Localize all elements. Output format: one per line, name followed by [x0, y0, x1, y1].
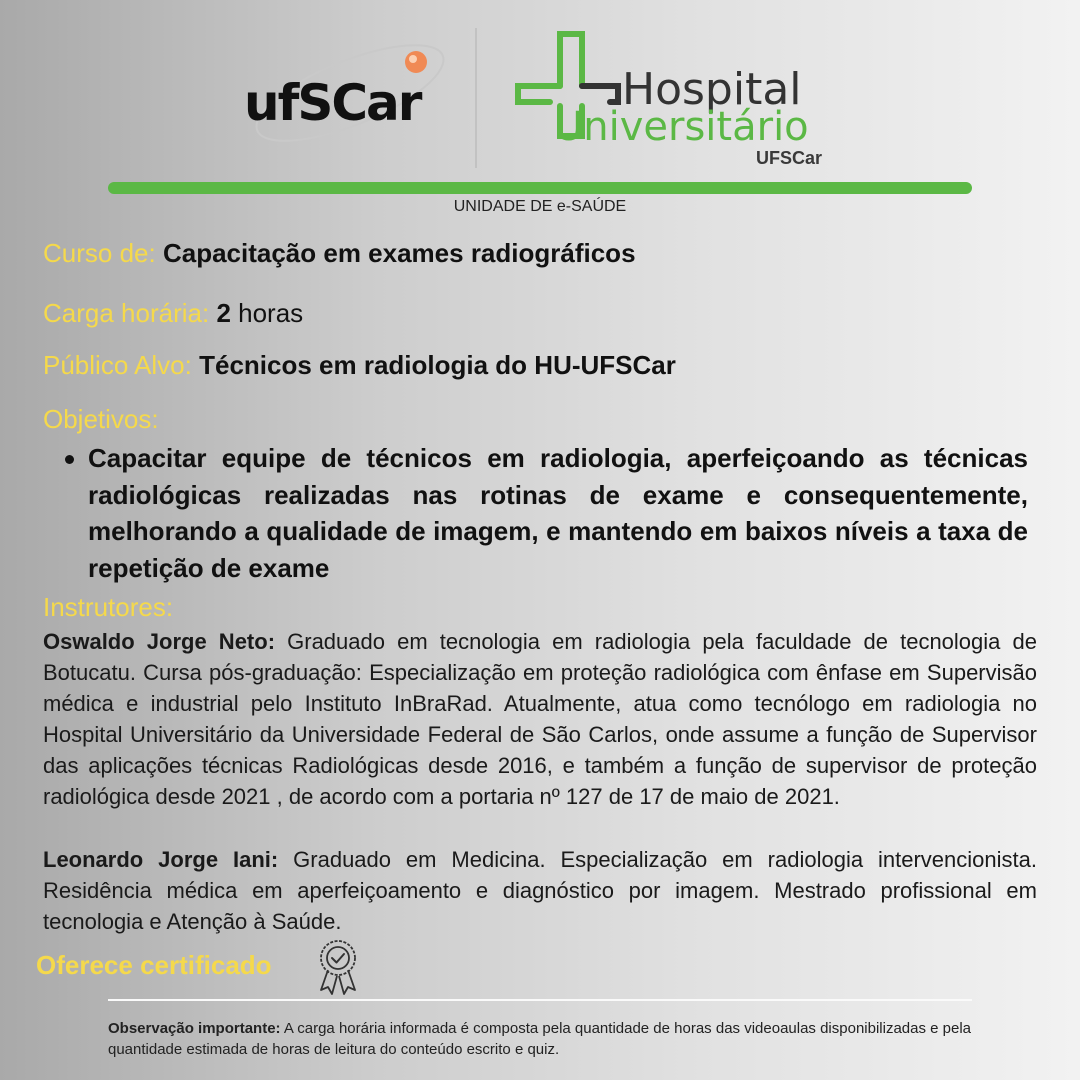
objective-text: Capacitar equipe de técnicos em radiologia, aperfeiçoando as técnicas radiológicas realizadas nas rotinas de exame e consequentemente, melhorando a qualidade de imagem, e mantendo em baixos níveis a taxa de repetição de exame — [88, 443, 1028, 583]
curso-value: Capacitação em exames radiográficos — [162, 238, 636, 268]
curso-label: Curso de: — [43, 238, 156, 268]
objective-bullet — [65, 455, 74, 464]
carga-line — [43, 298, 303, 329]
instructor-2-bio: Graduado em Medicina. Especialização em radiologia intervencionista. Residência médica em aperfeiçoamento e diagnóstico por imagem. Mestrado profissional em tecnologia e Atenção à Saúde. — [43, 847, 1037, 934]
publico-value: Técnicos em radiologia do HU-UFSCar — [199, 350, 676, 380]
logo-divider — [475, 28, 477, 168]
carga-label: Carga horária: — [43, 298, 210, 328]
instructor-2 — [43, 844, 1037, 937]
carga-unit: horas — [238, 298, 304, 328]
hospital-logo-sub: UFSCar — [756, 148, 823, 168]
ufscar-logo-text: ufSCar — [244, 74, 421, 132]
certificate-label: Oferece certificado — [36, 950, 272, 980]
unit-label: UNIDADE DE e-SAÚDE — [453, 198, 627, 215]
note-text: A carga horária informada é composta pela quantidade de horas das videoaulas disponibilizadas e pela quantidade estimada de horas de leitura do conteúdo escrito e quiz. — [108, 1020, 972, 1058]
award-ribbon-icon — [316, 938, 360, 996]
note-label: Observação importante: — [108, 1020, 281, 1037]
hospital-logo-line2: Universitário — [554, 104, 809, 150]
hospital-logo-line1: Hospital — [622, 64, 802, 115]
bottom-divider — [108, 999, 972, 1001]
objetivos-line — [43, 404, 159, 435]
publico-label: Público Alvo: — [43, 350, 192, 380]
instructor-1-bio: Graduado em tecnologia em radiologia pela faculdade de tecnologia de Botucatu. Cursa pós-graduação: Especialização em proteção radiológica com ênfase em Supervisão médica e industrial pelo Instituto InBraRad. Atualmente, atua como tecnólogo em radiologia no Hospital Universitário da Universidade Federal de São Carlos, onde assume a função de Supervisor das aplicações técnicas Radiológicas desde 2016, e também a função de supervisor de proteção radiológica desde 2021 , de acordo com a portaria nº 127 de 17 de maio de 2021. — [43, 629, 1037, 809]
objetivos-label: Objetivos: — [43, 404, 159, 434]
ufscar-logo — [240, 38, 445, 148]
header-green-bar — [108, 182, 972, 194]
instructors-title: Instrutores: — [43, 592, 174, 622]
instructor-1 — [43, 626, 1037, 812]
instructor-2-name: Leonardo Jorge Iani: — [43, 847, 279, 872]
publico-line — [43, 350, 676, 381]
carga-number: 2 — [216, 298, 231, 328]
curso-line — [43, 238, 636, 269]
instructor-1-name: Oswaldo Jorge Neto: — [43, 629, 276, 654]
important-note — [108, 1018, 988, 1060]
